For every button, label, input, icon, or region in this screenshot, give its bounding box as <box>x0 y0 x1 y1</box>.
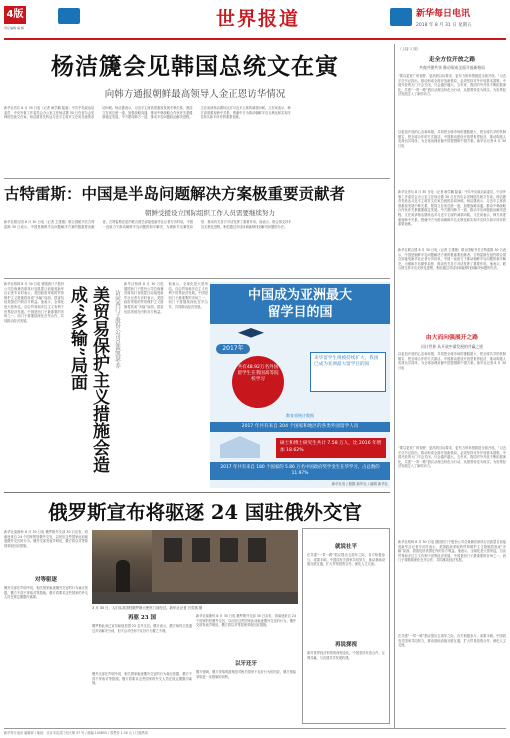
column-heading: 由大而向强展开之路 <box>425 335 479 341</box>
article-body: 新华社莫斯科 8 月 30 日电 俄罗斯外交部 30 日宣布，将驱逐来自 24 个国家的驻俄外交官，以回应这些国家此前驱逐俄外交官的行为。俄外交部发表声明说，俄方将以对等原则采取回应措施。 <box>196 614 296 628</box>
column-subheading: 问计世界 从开放中谋发展的共赢之道 <box>421 344 483 349</box>
sidewalk <box>92 592 298 604</box>
masthead-logo-icon <box>58 8 80 24</box>
article-body: 新华社莫斯科 8 月 30 日电 俄罗斯外交部 30 日宣布，将驱逐来自 24 个国家的驻俄外交官，以回应这些国家此前驱逐俄外交官的行为。俄外交部发表声明说，俄方将以对等原则采取回应措施。 <box>4 530 88 548</box>
graduation-cap-icon <box>238 328 264 340</box>
infographic-credit: 新华社发 / 数据 新华社 / 编辑 新华社 <box>331 482 388 486</box>
inset-heading: 再说探视 <box>334 642 357 648</box>
column-body: 新华社柏林 8 月 30 日电 德国西门子股份公司总裁兼首席执行官凯瑟日前接受新华社记者专访时表示，美国政府采取的贸易保护主义措施将造成“多输”局面，损害包括美国在内的各方利益。他表示，全球化是大势所趋，自由贸易和多边主义有利于世界经济发展。中国是西门子最重要的市场之一，西门子将继续深化在华合作，共同推动经济发展。 <box>398 540 506 563</box>
footer-info: 新华每日电讯 编辑部 / 地址：北京市宣武门西大街 57 号 / 邮编 100803 / 零售价 1.50 元 / 订阅热线 <box>4 731 148 735</box>
article-subhead: 以牙还牙 <box>234 661 257 667</box>
column-body: 以更加开放的心态和举措，共同把全球市场的蛋糕做大、把全球共享的机制做实、把全球合作的方式做活。中国推动建设开放型世界经济，推动构建人类命运共同体，为全球治理贡献中国智慧和中国方案。新华社记者 8 月 30 日电 <box>398 352 506 370</box>
infographic-title: 中国成为亚洲最大 <box>247 288 352 303</box>
infographic-title-line2: 留学目的国 <box>267 305 333 320</box>
article-subheadline: 朝鲜受援设立国际组织工作人员需要继续努力 <box>145 209 275 217</box>
column-heading: 走全方位开放之路 <box>428 57 476 63</box>
column-subheading: 共商共建共享 推动形成全面开放新格局 <box>419 65 485 70</box>
inset-body: 在共建“一带一路”倡议提出五周年之际，各方积极参与，成果丰硕。中国同有关国家共同努力，推动基础设施互联互通，扩大贸易投资合作，深化人文交流。 <box>307 553 385 567</box>
window <box>248 538 266 562</box>
article-body-continued: 新华社柏林 8 月 30 日电 德国西门子股份公司总裁兼首席执行官凯瑟日前接受新华社记者专访时表示，美国政府采取的贸易保护主义措施将造成“多输”局面，损害包括美国在内的各方利益。他表示，全球化是大势所趋，自由贸易和多边主义有利于世界经济发展。中国是西门子最重要的市场之一，西门子将继续深化在华合作，共同推动经济发展。 <box>124 282 208 314</box>
article-body: 新华社柏林 8 月 30 日电 德国西门子股份公司总裁兼首席执行官凯瑟日前接受新华社记者专访时表示，美国政府采取的贸易保护主义措施将造成“多输”局面，损害包括美国在内的各方利益。他表示，全球化是大势所趋，自由贸易和多边主义有利于世界经济发展。中国是西门子最重要的市场之一，西门子将继续深化在华合作，共同推动经济发展。 <box>4 282 64 323</box>
inset-heading: 就说社平 <box>334 544 357 550</box>
article-kicker: 访问西门子股份公司总裁凯瑟·乔 <box>114 290 120 369</box>
article-body: 新华社首尔 8 月 30 日电（记者 耿学鹏 陆睿）中共中央政治局委员、中央外事工作委员会办公室主任杨洁篪 30 日在首尔会见韩国总统文在寅。杨洁篪首先转达习近平主席对文在寅总统的亲切问候。杨洁篪表示，习近平主席高度重视发展中韩关系，愿同文在寅总统一道，加强战略沟通，推动中韩战略合作伙伴关系健康稳定发展。中方愿同韩方一道，推动半岛问题政治解决进程。文在寅请杨洁篪转达对习近平主席的诚挚问候。文在寅表示，韩方高度重视韩中关系，感谢中方为推动朝鲜半岛无核化和实现半岛持久和平所作的重要贡献。 <box>4 106 291 120</box>
article-headline: 古特雷斯：中国是半岛问题解决方案极重要贡献者 <box>4 184 346 203</box>
page-number-badge: 4版 <box>4 6 26 24</box>
issue-date: 2018 年 8 月 31 日 星期五 <box>416 23 472 28</box>
article-headline: 杨洁篪会见韩国总统文在寅 <box>51 53 339 80</box>
stat-bar: 2017 年共有来自 204 个国家和地区的各类外国留学人员 <box>210 422 390 432</box>
inset-box <box>302 528 390 724</box>
column-body: “要以更宽广的视野、更高的目标要求、更有力的举措推进全面开放。”习近平总书记指出，推动形成全面开放新格局，必须坚持对外开放基本国策。中国开放的大门不会关闭，只会越开越大。五年来，我国对外开放不断拓展深化，共建“一带一路”倡议从理念转化为行动，从愿景转变为现实，为世界经济发展注入了新的动力。 <box>398 74 506 97</box>
article-body: 俄外交部在声明中说，相关国家驱逐俄外交官的行为毫无依据，俄方不得不采取对等措施。俄方将要求这些国家的外交人员在规定期限内离境。 <box>92 672 192 686</box>
photo-caption: 3 月 30 日，人们从英国驻俄罗斯大使馆门前经过。新华社记者 白雪骐 摄 <box>92 606 203 610</box>
window <box>192 538 210 562</box>
stat-graduate: 硕士和博士研究生共计 7.58 万人，比 2016 年增加 18.62% <box>276 438 386 458</box>
section-divider <box>4 278 390 279</box>
column-body: 新华社联合国 8 月 30 日电（记者 王建刚）联合国秘书长古特雷斯 30 日表示，中国是朝鲜半岛问题解决方案的极重要贡献者。古特雷斯在纽约联合国总部接受新华社记者专访时说，中国一直致力于推动朝鲜半岛问题的和平解决，为缓和半岛紧张局势、推动有关各方对话发挥了重要作用。他表示，联合国支持半岛无核化进程，相信通过对话协商能够找到解决问题的办法。 <box>398 248 506 271</box>
article-subhead: 再驱 23 国 <box>128 615 156 621</box>
source-label: 教育部统计数据 <box>286 413 314 418</box>
stat-scholarship: 2017 年共有来自 180 个国家的 5.86 万名中国政府奖学金生在华学习，占总数的 11.97% <box>210 462 390 480</box>
masthead-rule <box>4 38 506 40</box>
infographic-panel <box>210 282 390 488</box>
column-body: “要以更宽广的视野、更高的目标要求、更有力的举措推进全面开放。”习近平总书记指出，推动形成全面开放新格局，必须坚持对外开放基本国策。中国开放的大门不会关闭，只会越开越大。五年来，我国对外开放不断拓展深化，共建“一带一路”倡议从理念转化为行动，从愿景转变为现实，为世界经济发展注入了新的动力。 <box>398 446 506 469</box>
article-subhead: 对等驱逐 <box>34 577 57 583</box>
article-vertical-headline: 美贸易保护主义措施会造成“多输”局面 <box>67 286 109 473</box>
stat-callout: 来华留学生规模持续扩大，我国已成为亚洲最大留学目的国 <box>310 352 386 392</box>
section-divider <box>4 178 390 179</box>
continued-label: （上接 1 版） <box>398 47 421 51</box>
article-headline: 俄罗斯宣布将驱逐 24 国驻俄外交官 <box>48 501 362 524</box>
column-divider <box>394 44 395 728</box>
article-subheadline: 向韩方通报朝鲜最高领导人金正恩访华情况 <box>104 89 286 100</box>
brand-logo-icon <box>390 8 412 26</box>
window <box>164 538 182 562</box>
embassy-photo <box>92 530 298 604</box>
article-body: 俄罗斯此前已宣布驱逐英国 23 名外交官。俄方表示，俄方始终主张通过对话解决分歧，但不会对任何不友好行为置之不理。 <box>92 624 192 633</box>
year-badge: 2017年 <box>216 344 250 354</box>
masthead-editor-info: 责任编辑 编 辑 <box>4 26 24 30</box>
section-divider <box>4 492 390 493</box>
article-body: 新华社联合国 8 月 30 日电（记者 王建刚）联合国秘书长古特雷斯 30 日表示，中国是朝鲜半岛问题解决方案的极重要贡献者。古特雷斯在纽约联合国总部接受新华社记者专访时说，中国一直致力于推动朝鲜半岛问题的和平解决，为缓和半岛紧张局势、推动有关各方对话发挥了重要作用。他表示，联合国支持半岛无核化进程，相信通过对话协商能够找到解决问题的办法。 <box>4 220 292 229</box>
brand-name: 新华每日电讯 <box>416 9 471 19</box>
column-body: 在共建“一带一路”倡议提出五周年之际，各方积极参与，成果丰硕。中国同有关国家共同努力，推动基础设施互联互通，扩大贸易投资合作，深化人文交流。 <box>398 634 506 648</box>
campus-building-icon <box>220 436 260 458</box>
window <box>220 538 238 562</box>
footer-rule <box>4 728 506 729</box>
article-body: 俄外交部在声明中说，相关国家驱逐俄外交官的行为毫无依据，俄方不得不采取对等措施。俄方将要求这些国家的外交人员在规定期限内离境。 <box>4 586 88 600</box>
inset-body: 面对世界经济形势的深刻变化，中国坚持开放合作、互利共赢，与各国共享发展机遇。 <box>307 651 385 660</box>
article-body: 俄方强调，俄方采取的措施是对相关国家不友好行为的回应，俄方保留采取进一步措施的权利。 <box>196 670 296 679</box>
stat-circle: 共有48.92万名外国留学生在我国高等院校学习 <box>232 356 284 408</box>
column-body: 新华社首尔 8 月 30 日电（记者 耿学鹏 陆睿）中共中央政治局委员、中央外事工作委员会办公室主任杨洁篪 30 日在首尔会见韩国总统文在寅。杨洁篪首先转达习近平主席对文在寅总统的亲切问候。杨洁篪表示，习近平主席高度重视发展中韩关系，愿同文在寅总统一道，加强战略沟通，推动中韩战略合作伙伴关系健康稳定发展。中方愿同韩方一道，推动半岛问题政治解决进程。文在寅请杨洁篪转达对习近平主席的诚挚问候。文在寅表示，韩方高度重视韩中关系，感谢中方为推动朝鲜半岛无核化和实现半岛持久和平所作的重要贡献。 <box>398 190 506 227</box>
column-body: 以更加开放的心态和举措，共同把全球市场的蛋糕做大、把全球共享的机制做实、把全球合作的方式做活。中国推动建设开放型世界经济，推动构建人类命运共同体，为全球治理贡献中国智慧和中国方案。新华社记者 8 月 30 日电 <box>398 130 506 148</box>
section-title: 世界报道 <box>215 8 300 30</box>
